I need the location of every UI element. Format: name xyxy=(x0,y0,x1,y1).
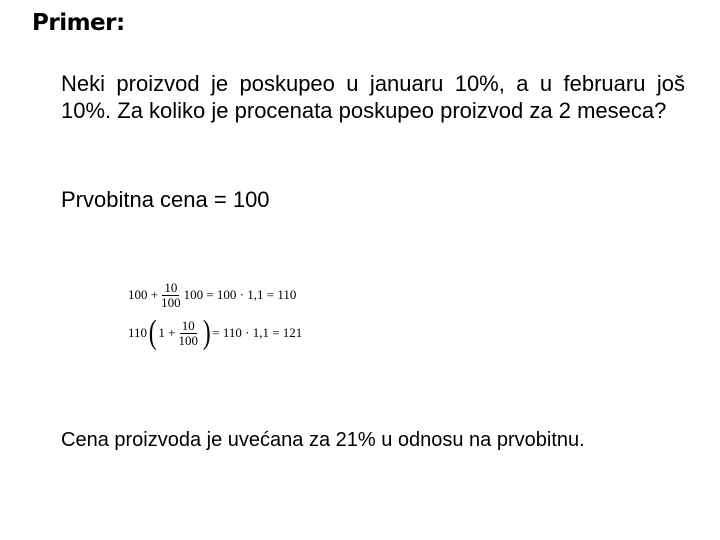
problem-statement: Neki proizvod je poskupeo u januaru 10%, a u februaru još 10%. Za koliko je procenata poskupeo proizvod za 2 meseca? xyxy=(61,71,685,123)
formula-1-tail: 100 = 100 · 1,1 = 110 xyxy=(183,287,297,302)
formula-1-numerator: 10 xyxy=(164,279,178,295)
formula-1-lead: 100 + xyxy=(128,287,159,302)
formula-2-lead: 110 xyxy=(128,325,148,340)
formula-row-2 xyxy=(128,314,302,352)
formula-block xyxy=(128,276,302,352)
formula-2-close-paren: ) xyxy=(202,314,211,351)
formula-row-1 xyxy=(128,276,302,314)
formula-2-numerator: 10 xyxy=(181,317,195,333)
formula-2-inner: 1 + xyxy=(158,325,176,340)
formula-2-tail: = 110 · 1,1 = 121 xyxy=(212,325,303,340)
formula-1-fraction xyxy=(159,281,183,310)
formula-2-denominator: 100 xyxy=(178,332,198,348)
initial-price-text: Prvobitna cena = 100 xyxy=(61,187,270,212)
conclusion-text: Cena proizvoda je uvećana za 21% u odnosu na prvobitnu. xyxy=(61,429,585,451)
slide-heading: Primer: xyxy=(32,10,125,36)
formula-2-fraction xyxy=(176,319,200,348)
formula-1-denominator: 100 xyxy=(161,294,181,310)
formula-2-open-paren: ( xyxy=(148,314,157,351)
